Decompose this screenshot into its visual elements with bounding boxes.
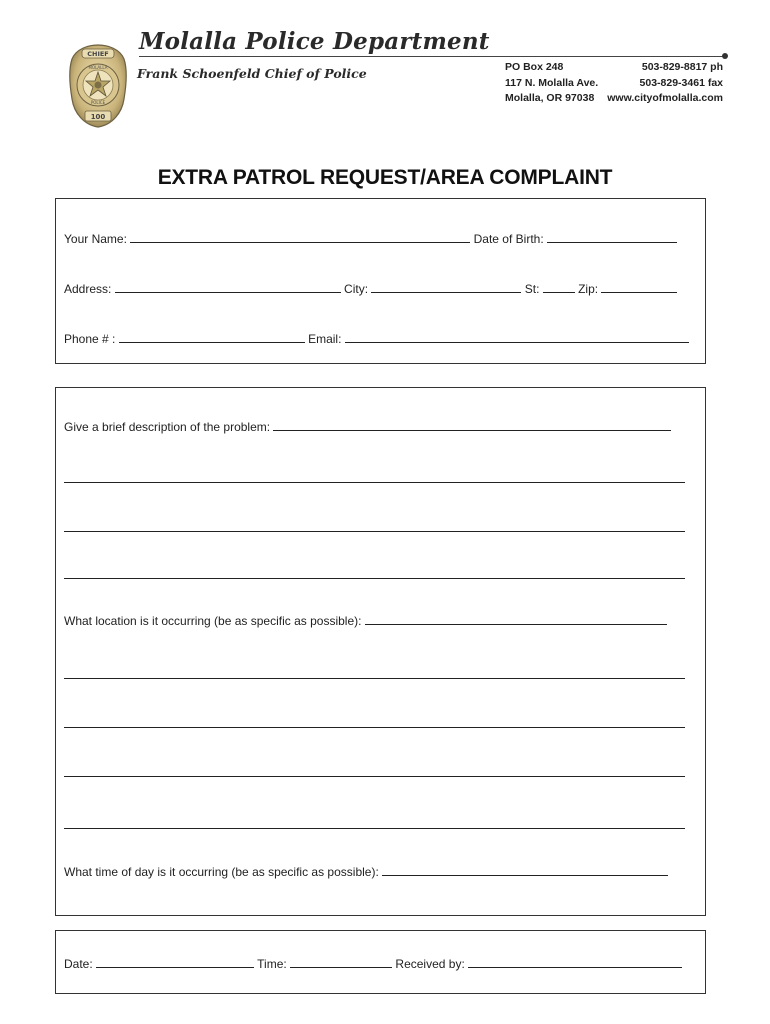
badge-text-city: MOLALLA bbox=[88, 65, 108, 70]
name-label: Your Name: bbox=[64, 232, 127, 246]
time-of-day-label: What time of day is it occurring (be as specific as possible): bbox=[64, 865, 379, 879]
problem-field[interactable] bbox=[273, 419, 671, 431]
badge-text-police: POLICE bbox=[90, 100, 106, 105]
name-field[interactable] bbox=[130, 231, 470, 243]
header-divider bbox=[139, 56, 725, 57]
address-line: Molalla, OR 97038 bbox=[505, 92, 595, 104]
badge-number: 100 bbox=[90, 113, 106, 121]
city-label: City: bbox=[344, 282, 369, 296]
location-continuation-line[interactable] bbox=[64, 828, 685, 829]
location-label: What location is it occurring (be as specific as possible): bbox=[64, 614, 362, 628]
phone-number: 503-829-8817 ph bbox=[641, 61, 723, 73]
mailing-address bbox=[505, 60, 598, 107]
location-row bbox=[64, 613, 667, 628]
name-row bbox=[64, 231, 677, 246]
received-date-field[interactable] bbox=[96, 956, 254, 968]
problem-row bbox=[64, 419, 671, 434]
state-label: St: bbox=[524, 282, 540, 296]
zip-label: Zip: bbox=[578, 282, 599, 296]
phone-field[interactable] bbox=[119, 331, 305, 343]
badge-text-chief: CHIEF bbox=[87, 50, 109, 58]
website-link[interactable]: www.cityofmolalla.com bbox=[607, 92, 723, 104]
problem-label: Give a brief description of the problem: bbox=[64, 420, 271, 434]
address-label: Address: bbox=[64, 282, 112, 296]
problem-continuation-line[interactable] bbox=[64, 531, 685, 532]
phone-label: Phone # : bbox=[64, 332, 116, 346]
dob-label: Date of Birth: bbox=[473, 232, 544, 246]
state-field[interactable] bbox=[543, 281, 575, 293]
received-time-label: Time: bbox=[257, 957, 287, 971]
city-field[interactable] bbox=[371, 281, 521, 293]
department-name: Molalla Police Department bbox=[139, 28, 490, 55]
location-continuation-line[interactable] bbox=[64, 776, 685, 777]
office-use-row bbox=[64, 956, 682, 971]
police-badge-icon bbox=[68, 43, 128, 129]
contact-info bbox=[607, 60, 723, 107]
zip-field[interactable] bbox=[601, 281, 677, 293]
location-field[interactable] bbox=[365, 613, 667, 625]
dob-field[interactable] bbox=[547, 231, 677, 243]
header-divider-dot bbox=[722, 53, 728, 59]
address-line: 117 N. Molalla Ave. bbox=[505, 76, 599, 89]
location-continuation-line[interactable] bbox=[64, 727, 685, 728]
time-of-day-row bbox=[64, 864, 668, 879]
address-line: PO Box 248 bbox=[505, 61, 564, 73]
address-field[interactable] bbox=[115, 281, 341, 293]
problem-continuation-line[interactable] bbox=[64, 482, 685, 483]
address-row bbox=[64, 281, 677, 296]
received-time-field[interactable] bbox=[290, 956, 392, 968]
chief-of-police: Frank Schoenfeld Chief of Police bbox=[137, 66, 367, 81]
received-date-label: Date: bbox=[64, 957, 93, 971]
location-continuation-line[interactable] bbox=[64, 678, 685, 679]
problem-details-section bbox=[55, 387, 706, 916]
received-by-field[interactable] bbox=[468, 956, 682, 968]
time-of-day-field[interactable] bbox=[382, 864, 668, 876]
phone-row bbox=[64, 331, 689, 346]
email-field[interactable] bbox=[345, 331, 689, 343]
received-by-label: Received by: bbox=[395, 957, 465, 971]
form-title: EXTRA PATROL REQUEST/AREA COMPLAINT bbox=[157, 166, 613, 189]
email-label: Email: bbox=[308, 332, 342, 346]
problem-continuation-line[interactable] bbox=[64, 578, 685, 579]
fax-number: 503-829-3461 fax bbox=[639, 76, 723, 89]
